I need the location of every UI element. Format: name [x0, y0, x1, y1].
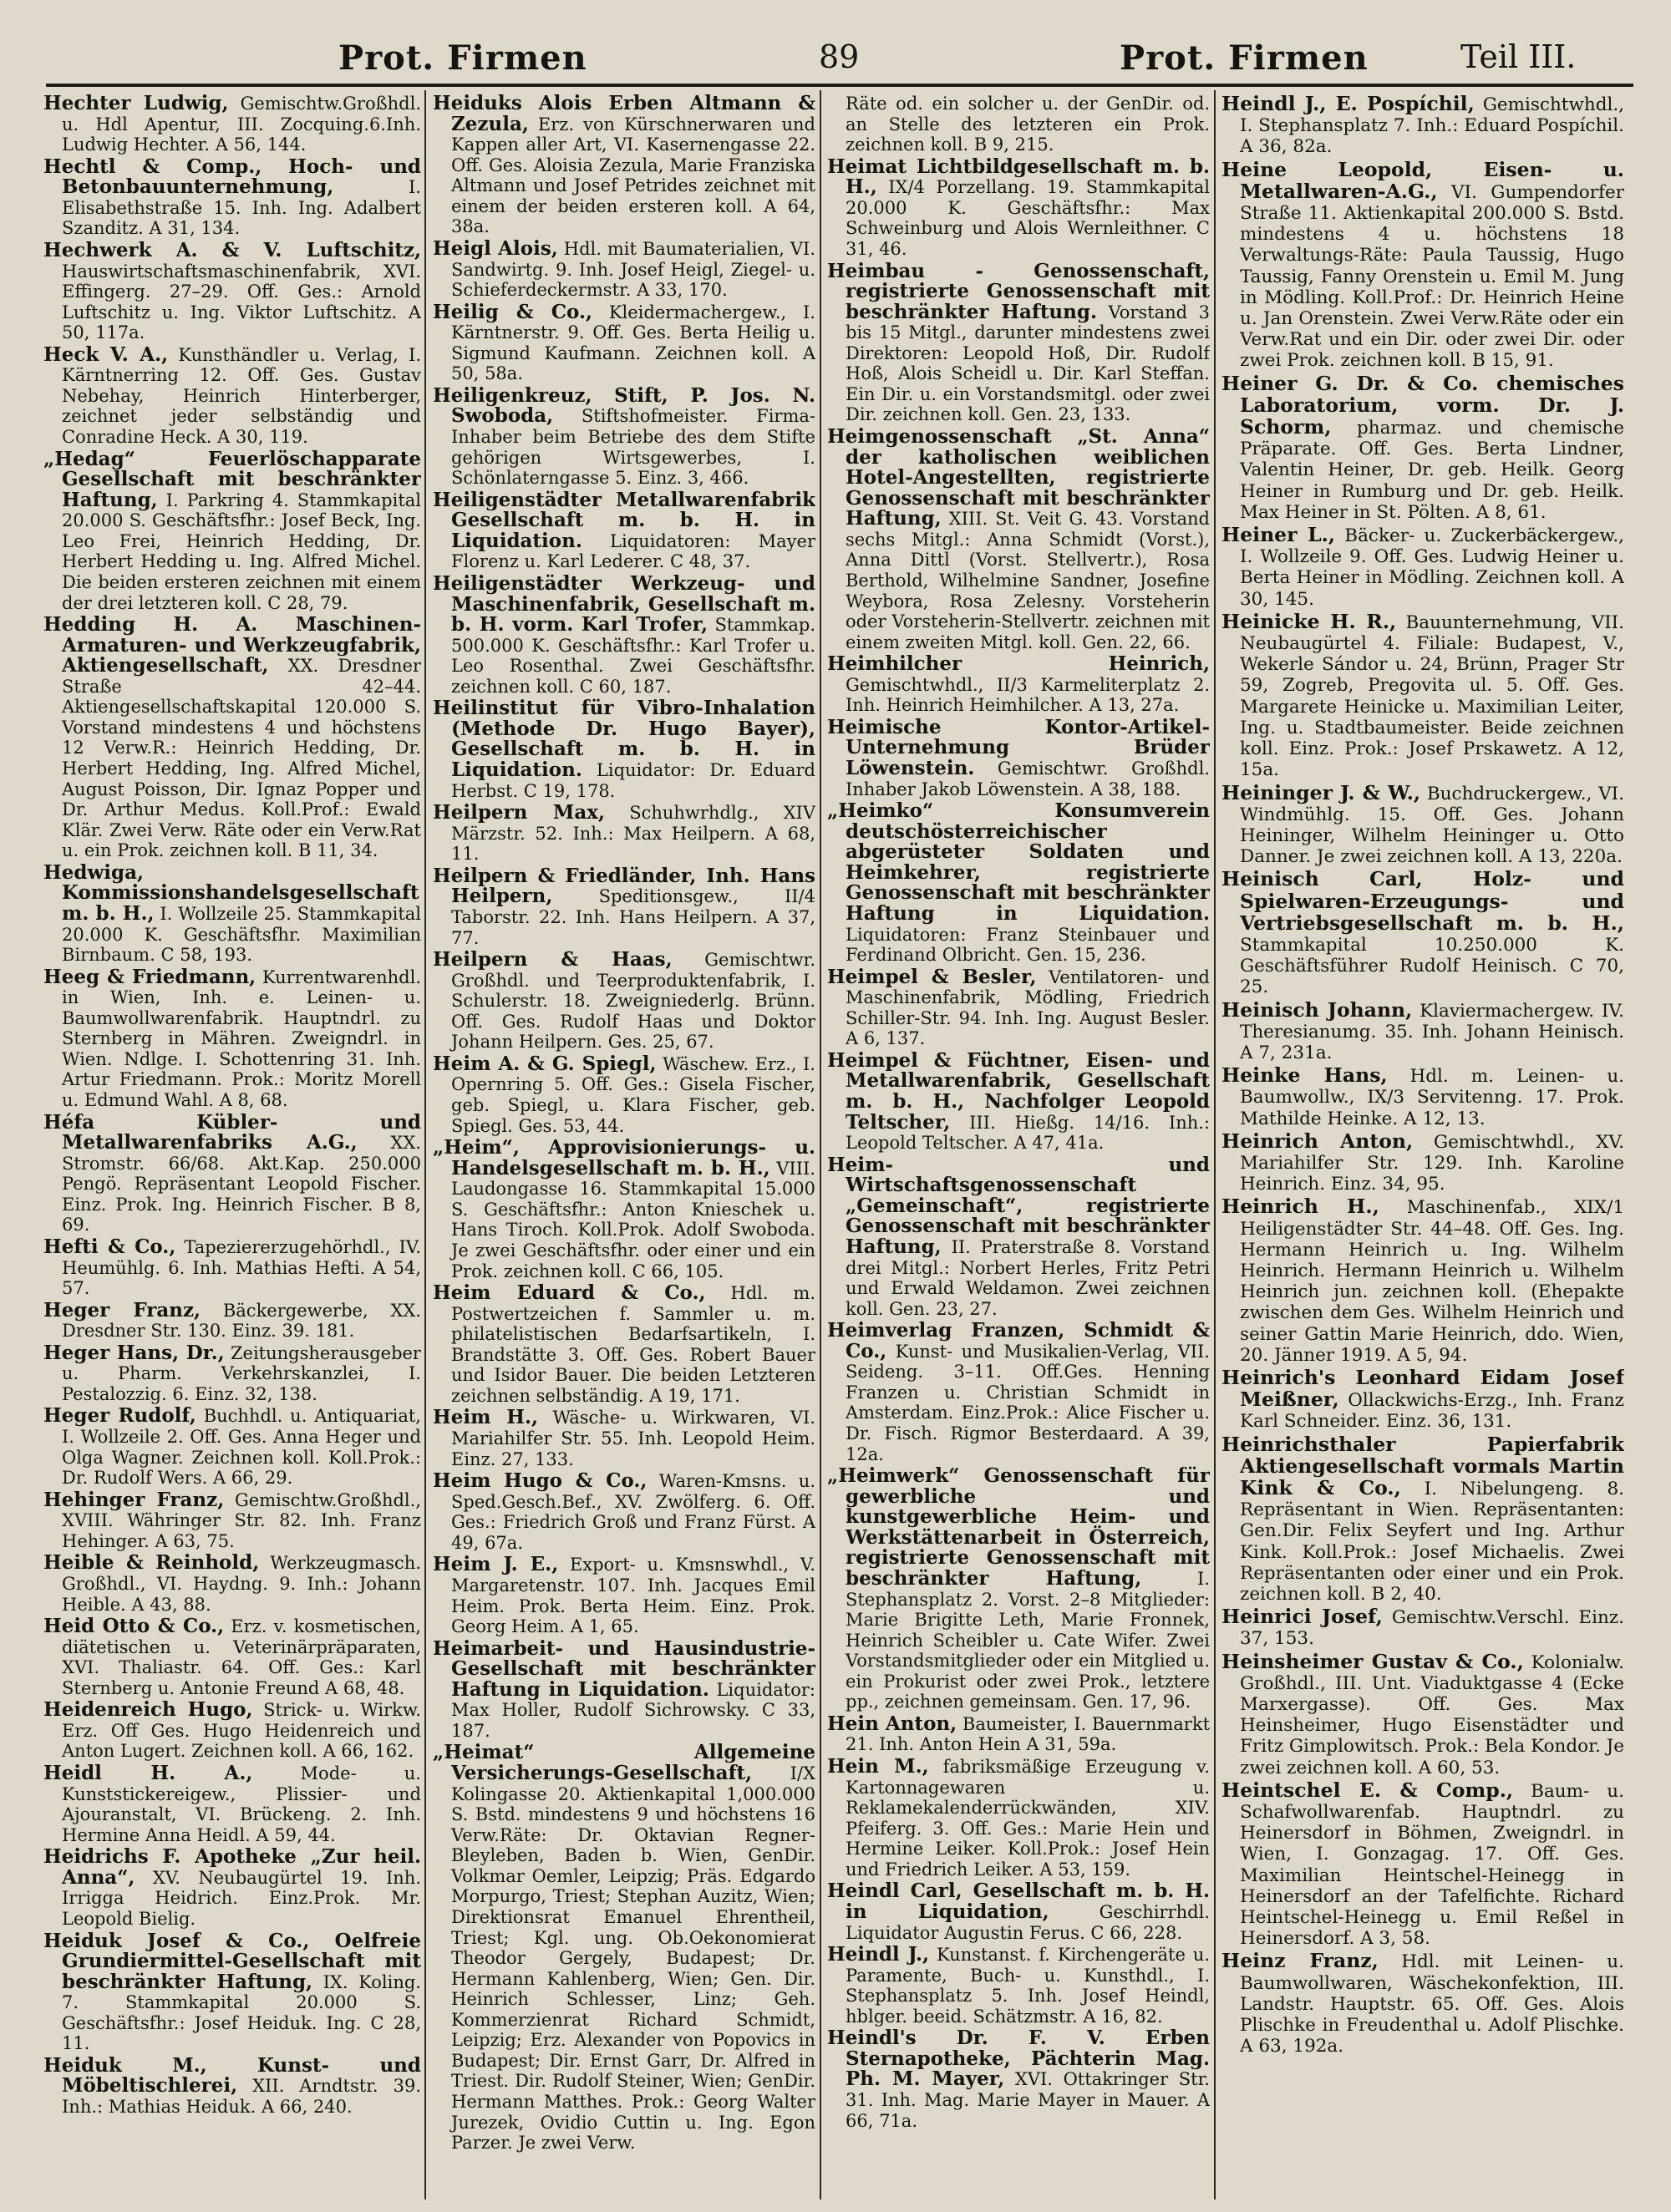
directory-entry: [43, 449, 421, 614]
firm-name: Heim H.,: [433, 1406, 538, 1429]
directory-entry: [43, 1763, 421, 1845]
firm-name: Heiduk Josef & Co., Oelfreie Grundiermittel-Gesellschaft mit beschränkter Haftung,: [43, 1929, 421, 1993]
firm-name: Hehinger Franz,: [43, 1488, 225, 1511]
directory-entry: [1222, 1131, 1624, 1195]
firm-name: Heinrichsthaler Papierfabrik Aktiengesellschaft vormals Martin Kink & Co.,: [1222, 1432, 1624, 1499]
directory-entry: [433, 1743, 815, 2153]
directory-entry: [827, 427, 1210, 652]
directory-entry: [1222, 869, 1624, 997]
firm-details: I. Parkring 4. Stammkapital 20.000 S. Geschäftsfhr.: Josef Beck, Ing. Leo Frei, Heinrich Hedding, Dr. Herbert Hedding u. Ing. Alfred Michel. Die beiden ersteren zeichnen mit einem der drei letzteren koll. C 28, 79.: [62, 490, 421, 613]
firm-details: Gemischtw.Verschl. Einz. 37, 153.: [1240, 1607, 1624, 1650]
firm-details: Ventilatoren- und Maschinenfabrik, Mödling, Friedrich Schiller-Str. 94. Inh. Ing. August Besler. A 6, 137.: [846, 966, 1210, 1049]
firm-name: Heiligenstädter Werkzeug- und Maschinenfabrik, Gesellschaft m. b. H. vorm. Karl Trofer,: [433, 571, 815, 637]
firm-details: fabriksmäßige Erzeugung v. Kartonnagewaren u. Reklamekalenderrückwänden, XIV. Pfeiferg. 3. Off. Ges.: Marie Hein und Hermine Leiker. Koll.Prok.: Josef Hein und Friedrich Leiker. A 53, 159.: [846, 1757, 1210, 1880]
directory-entry: [1222, 94, 1624, 158]
firm-name: Heilpern Max,: [433, 801, 605, 824]
directory-entry: [1222, 1196, 1624, 1366]
firm-details: Buchdruckergew., VI. Windmühlg. 15. Off. Ges. Johann Heininger, Wilhelm Heininger u. Otto Danner. Je zwei zeichnen koll. A 13, 220a.: [1240, 783, 1624, 868]
firm-name: Heinke Hans,: [1222, 1063, 1388, 1088]
directory-entry: [827, 261, 1210, 426]
running-head-right: Prot. Firmen: [1120, 38, 1369, 78]
firm-name: Heidrichs F. Apotheke „Zur heil. Anna“,: [43, 1845, 421, 1889]
firm-details: Liquidatoren: Mayer Florenz u. Karl Lederer. C 48, 37.: [451, 530, 815, 572]
firm-name: Heindl J.,: [827, 1943, 930, 1966]
firm-name: Heinrich's Leonhard Eidam Josef Meißner,: [1222, 1365, 1624, 1412]
directory-entry: [43, 94, 421, 155]
directory-entry: [1222, 1606, 1624, 1649]
directory-entry: [433, 1054, 815, 1136]
firm-name: Heindl's Dr. F. V. Erben Sternapotheke, Pächterin Mag. Ph. M. Mayer,: [827, 2027, 1210, 2091]
firm-details: I. Elisabethstraße 15. Inh. Ing. Adalbert Szanditz. A 31, 134.: [62, 177, 421, 239]
firm-details: I. Wollzeile 25. Stammkapital 20.000 K. Geschäftsfhr. Maximilian Birnbaum. C 58, 193.: [62, 903, 421, 966]
firm-name: Heilinstitut für Vibro-Inhalation (Methode Dr. Hugo Bayer), Gesellschaft m. b. H. in Liquidation.: [433, 697, 815, 781]
firm-name: Heiduks Alois Erben Altmann & Zezula,: [433, 94, 815, 135]
firm-details: Geschirrhdl. Liquidator Augustin Ferus. C 66, 228.: [846, 1901, 1210, 1943]
directory-entry: [1222, 1367, 1624, 1433]
firm-details: I. Nibelungeng. 8. Repräsentant in Wien. Repräsentanten: Gen.Dir. Felix Seyfert und Ing. Arthur Kink. Koll.Prok.: Josef Michaelis. Zwei Repräsentanten oder einer und ein Prok. zeichnen koll. B 2, 40.: [1240, 1479, 1624, 1606]
firm-details: VIII. Laudongasse 16. Stammkapital 15.000 S. Geschäftsfhr.: Anton Knieschek u. Hans Tiroch. Koll.Prok. Adolf Swoboda. Je zwei Geschäftsfhr. oder einer und ein Prok. zeichnen koll. C 66, 105.: [451, 1158, 815, 1281]
firm-details: Erz. von Kürschnerwaren und Kappen aller Art, VI. Kasernengasse 22. Off. Ges. Aloisia Zezula, Marie Franziska Altmann und Josef Petrides zeichnet mit einem der beiden ersteren koll. A 64, 38a.: [451, 114, 815, 237]
firm-name: Heimbau - Genossenschaft, registrierte Genossenschaft mit beschränkter Haftung.: [827, 259, 1210, 323]
firm-details: Stiftshofmeister. Firma-Inhaber beim Betriebe des dem Stifte gehörigen Wirtsgewerbes, I. Schönlaterngasse 5. Einz. 3, 466.: [451, 406, 815, 489]
firm-details: Kunsthändler u. Verlag, I. Kärntnerring 12. Off. Ges. Gustav Nebehay, Heinrich Hinterberger, zeichnet jeder selbständig und Conradine Heck. A 30, 119.: [62, 344, 421, 447]
firm-name: Heimhilcher Heinrich,: [827, 652, 1210, 676]
directory-entry: [1222, 611, 1624, 781]
firm-name: Heim Hugo & Co.,: [433, 1469, 648, 1493]
directory-entry: [433, 383, 815, 489]
column-1: [43, 94, 421, 2199]
firm-details: Erz. v. kosmetischen, diätetischen u. Veterinärpräparaten, XVI. Thaliastr. 64. Off. Ges.: Karl Sternberg u. Antonie Freund A 68, 48.: [62, 1616, 421, 1698]
directory-entry: [827, 715, 1210, 799]
directory-entry: [1222, 1065, 1624, 1129]
firm-details: XVI. Ottakringer Str. 31. Inh. Mag. Marie Mayer in Mauer. A 66, 71a.: [846, 2069, 1210, 2131]
directory-entry: [433, 1283, 815, 1406]
firm-details: Maschinenfab., XIX/1 Heiligenstädter Str. 44–48. Off. Ges. Ing. Hermann Heinrich u. Ing. Wilhelm Heinrich. Hermann Heinrich u. Wilhelm Heinrich jun. zeichnen koll. (Ehepakte zwischen dem Ges. Wilhelm Heinrich und seiner Gattin Marie Heinrich, ddo. Wien, 20. Jänner 1919. A 5, 94.: [1240, 1197, 1624, 1366]
firm-details: Gemischtwhdl., II/3 Karmeliterplatz 2. Inh. Heinrich Heimhilcher. A 13, 27a.: [846, 674, 1210, 716]
directory-entry: [433, 490, 815, 572]
firm-details: Zeitungsherausgeber u. Pharm. Verkehrskanzlei, I. Pestalozzig. 6. Einz. 32, 138.: [62, 1342, 421, 1404]
firm-details: Räte od. ein solcher u. der GenDir. od. an Stelle des letzteren ein Prok. zeichnen koll. B 9, 215.: [846, 94, 1210, 155]
directory-entry: [827, 967, 1210, 1049]
firm-name: Heiner G. Dr. & Co. chemisches Laboratorium, vorm. Dr. J. Schorm,: [1222, 371, 1624, 439]
firm-details: Baum- u. Schafwollwarenfab. Hauptndrl. zu Heinersdorf in Böhmen, Zweigndrl. in Wien, I. Gonzagag. 17. Off. Ges. Maximilian Heintschel-Heinegg in Heinersdorf an der Tafelfichte. Richard Heintschel-Heinegg u. Emil Reßel in Heinersdorf. A 3, 58.: [1240, 1780, 1624, 1950]
directory-entry: [433, 803, 815, 865]
directory-entry: [43, 615, 421, 861]
firm-details: XV. Neubaugürtel 19. Inh. Irrigga Heidrich. Einz.Prok. Mr. Leopold Bielig.: [62, 1867, 421, 1929]
directory-entry: [433, 1408, 815, 1469]
directory-entry: [43, 1616, 421, 1698]
firm-details: Speditionsgew., II/4 Taborstr. 22. Inh. Hans Heilpern. A 37, 77.: [451, 886, 815, 948]
firm-name: Heinrici Josef,: [1222, 1605, 1383, 1629]
firm-details: Schuhwrhdlg., XIV Märzstr. 52. Inh.: Max Heilpern. A 68, 11.: [451, 803, 815, 865]
firm-name: Heim J. E.,: [433, 1553, 559, 1576]
firm-name: Heck V. A.,: [43, 342, 169, 366]
directory-entry: [1222, 157, 1624, 372]
page-number: 89: [819, 38, 860, 75]
firm-details: XIII. St. Veit G. 43. Vorstand sechs Mitgl.: Anna Schmidt (Vorst.), Anna Dittl (Vorst. Stellvertr.), Rosa Berthold, Wilhelmine Sandner, Josefine Weybora, Rosa Zelesny. Vorsteherin oder Vorsteherin-Stellvertr. zeichnen mit einem zweiten Mitgl. koll. Gen. 22, 66.: [846, 509, 1210, 652]
directory-entry: [827, 801, 1210, 966]
firm-details: Liquidator: Max Holler, Rudolf Sichrowsky. C 33, 187.: [451, 1679, 815, 1741]
firm-name: Heimgenossenschaft „St. Anna“ der katholischen weiblichen Hotel-Angestellten, registrierte Genossenschaft mit beschränkter Haftung,: [827, 425, 1210, 530]
firm-name: Heimpel & Besler,: [827, 965, 1037, 988]
firm-details: Tapeziererzugehörhdl., IV. Heumühlg. 6. Inh. Mathias Hefti. A 54, 57.: [62, 1236, 421, 1299]
running-head-left: Prot. Firmen: [338, 38, 587, 78]
directory-entry: [43, 2053, 421, 2118]
firm-details: Hdl. m. Postwertzeichen f. Sammler u. m. philatelistischen Bedarfsartikeln, I. Brandstätte 3. Off. Ges. Robert Bauer und Isidor Bauer. Die beiden Letzteren zeichnen selbständig. A 19, 171.: [451, 1283, 815, 1406]
directory-entry: [43, 1237, 421, 1299]
column-3: [827, 94, 1210, 2199]
firm-details: Gemischtwr. Großhdl. und Teerproduktenfabrik, I. Schulerstr. 18. Zweigniederlg. Brünn. Off. Ges. Rudolf Haas und Doktor Johann Heilpern. Ges. 25, 67.: [451, 950, 815, 1053]
firm-details: I. Stephansplatz 2. Vorst. 2–8 Mitglieder: Marie Brigitte Leth, Marie Fronnek, Heinrich Scheibler u. Cate Wifer. Zwei Vorstandsmitglieder oder ein Mitglied u. ein Prokurist oder zwei Prok., letztere pp., zeichnen gemeinsam. Gen. 17, 96.: [846, 1568, 1210, 1712]
firm-details: Vorstand 3 bis 15 Mitgl., darunter mindestens zwei Direktoren: Leopold Hoß, Dir. Rudolf Hoß, Alois Scheidl u. Dir. Karl Steffan. Ein Dir. u. ein Vorstandsmitgl. oder zwei Dir. zeichnen koll. Gen. 23, 133.: [846, 302, 1210, 425]
directory-entry: [1222, 1651, 1624, 1778]
directory-entry: [433, 571, 815, 697]
firm-details: Hauswirtschaftsmaschinenfabrik, XVI. Effingerg. 27–29. Off. Ges.: Arnold Luftschitz u. Ing. Viktor Luftschitz. A 50, 117a.: [62, 261, 421, 343]
firm-details: Waren-Kmsns. u. Sped.Gesch.Bef., XV. Zwölferg. 6. Off. Ges.: Friedrich Groß und Franz Fürst. A 49, 67a.: [451, 1471, 815, 1553]
firm-name: Heim Eduard & Co.,: [433, 1281, 706, 1305]
firm-details: Bäckergewerbe, XX. Dresdner Str. 130. Einz. 39. 181.: [62, 1300, 421, 1342]
directory-entry: [1222, 525, 1624, 610]
firm-details: Liquidatoren: Franz Steinbauer und Ferdinand Olbricht. Gen. 15, 236.: [846, 924, 1210, 966]
firm-name: Heim A. & G. Spiegl,: [433, 1052, 657, 1075]
firm-details: XX. Stromstr. 66/68. Akt.Kap. 250.000 Pengö. Repräsentant Leopold Fischer. Einz. Prok. Ing. Heinrich Fischer. B 8, 69.: [62, 1133, 421, 1235]
page-header: [33, 33, 1633, 79]
firm-name: Heinrich Anton,: [1222, 1129, 1414, 1153]
firm-details: Wäsche- u. Wirkwaren, VI. Mariahilfer Str. 55. Inh. Leopold Heim. Einz. 27, 133.: [451, 1408, 815, 1469]
firm-details: Kleidermachergew., I. Kärntnerstr. 9. Off. Ges. Berta Heilig u. Sigmund Kaufmann. Zeichnen koll. A 50, 58a.: [451, 302, 815, 384]
firm-details: Kunst- und Musikalien-Verlag, VII. Seideng. 3–11. Off.Ges. Henning Franzen u. Christian Schmidt in Amsterdam. Einz.Prok.: Alice Fischer u. Dr. Fisch. Rigmor Besterdaard. A 39, 12a.: [846, 1341, 1210, 1464]
firm-details: Hdl. mit Leinen- u. Baumwollwaren, Wäschekonfektion, III. Landstr. Hauptstr. 65. Off. Ges. Alois Plischke in Freudenthal u. Adolf Plischke. A 63, 192a.: [1240, 1951, 1624, 2057]
directory-entry: [827, 1048, 1210, 1154]
firm-name: Heeg & Friedmann,: [43, 965, 256, 988]
firm-details: II. Praterstraße 8. Vorstand drei Mitgl.: Norbert Herles, Fritz Petri und Erwald Weldamon. Zwei zeichnen koll. Gen. 23, 27.: [846, 1236, 1210, 1319]
firm-name: Heinsheimer Gustav & Co.,: [1222, 1649, 1524, 1673]
directory-entry: [433, 1471, 815, 1553]
firm-details: IX/4 Porzellang. 19. Stammkapital 20.000 K. Geschäftsfhr.: Max Schweinburg und Alois Wernleithner. C 31, 46.: [846, 177, 1210, 259]
firm-details: Kurrentwarenhdl. in Wien, Inh. e. Leinen- u. Baumwollwarenfabrik. Hauptndrl. zu Sternberg in Mähren. Zweigndrl. in Wien. Ndlge. I. Schottenring 31. Inh. Artur Friedmann. Prok.: Moritz Morell u. Edmund Wahl. A 8, 68.: [62, 966, 421, 1110]
firm-name: Heiner L.,: [1222, 523, 1336, 547]
firm-name: Heidenreich Hugo,: [43, 1698, 253, 1722]
directory-entry: [1222, 997, 1624, 1064]
directory-entry: [43, 1490, 421, 1552]
directory-entry: [433, 698, 815, 801]
firm-name: Hechter Ludwig,: [43, 94, 229, 114]
firm-name: Heinz Franz,: [1222, 1949, 1379, 1973]
directory-entry: [827, 1881, 1210, 1943]
firm-details: Stammkapital 10.250.000 K. Geschäftsführer Rudolf Heinisch. C 70, 25.: [1240, 934, 1624, 998]
column-divider: [820, 90, 821, 2199]
directory-entry: [1222, 780, 1624, 868]
firm-details: pharmaz. und chemische Präparate. Off. Ges. Berta Lindner, Valentin Heiner, Dr. geb. Heilk. Georg Heiner in Rumburg und Dr. geb. Heilk. Max Heiner in St. Pölten. A 8, 61.: [1240, 418, 1624, 523]
directory-entry: [433, 1138, 815, 1281]
directory-entry: [827, 94, 1210, 155]
directory-entry: [827, 157, 1210, 260]
directory-entry: [43, 967, 421, 1111]
firm-details: Mode- u. Kunststickereigew., Plissier- und Ajouranstalt, VI. Brückeng. 2. Inh. Hermine Anna Heidl. A 59, 44.: [62, 1763, 421, 1845]
firm-details: XX. Dresdner Straße 42–44. Aktiengesellschaftskapital 120.000 S. Vorstand mindestens 4 und höchstens 12 Verw.R.: Heinrich Hedding, Dr. Herbert Hedding, Ing. Alfred Michel, August Poisson, Dir. Ignaz Popper und Dr. Arthur Medus. Koll.Prof.: Ewald Klär. Zwei Verw. Räte oder ein Verw.Rat u. ein Prok. zeichnen koll. B 11, 34.: [62, 656, 421, 861]
directory-entry: [433, 866, 815, 948]
directory-entry: [827, 1155, 1210, 1320]
column-divider: [1214, 90, 1216, 2199]
header-rule: [46, 84, 1633, 87]
firm-name: Heilig & Co.,: [433, 300, 592, 323]
directory-entry: [1222, 1434, 1624, 1606]
firm-details: Gemischtw.Großhdl. u. Hdl Apentur, III. Zocquing.6.Inh. Ludwig Hechter. A 56, 144.: [62, 94, 421, 155]
directory-entry: [1222, 1951, 1624, 2057]
firm-details: Gemischtwr. Großhdl. Inhaber Jakob Löwenstein. A 38, 188.: [846, 758, 1210, 799]
firm-details: Strick- u. Wirkw. Erz. Off Ges. Hugo Heidenreich und Anton Lugert. Zeichnen koll. A 66, 162.: [62, 1700, 421, 1762]
column-divider: [424, 90, 426, 2199]
firm-name: Heilpern & Haas,: [433, 948, 673, 972]
firm-name: Heiduk M., Kunst- und Möbeltischlerei,: [43, 2053, 421, 2098]
firm-details: Gemischtwhdl., I. Stephansplatz 7. Inh.: Eduard Pospíchil. A 36, 82a.: [1240, 94, 1624, 158]
firm-details: Liquidator: Dr. Eduard Herbst. C 19, 178.: [451, 760, 815, 801]
firm-details: Klaviermachergew. IV. Theresianumg. 35. Inh. Johann Heinisch. A 7, 231a.: [1240, 1000, 1624, 1063]
firm-name: Heible & Reinhold,: [43, 1551, 260, 1575]
directory-entry: [43, 1700, 421, 1762]
firm-details: Baumeister, I. Bauernmarkt 21. Inh. Anton Hein A 31, 59a.: [846, 1713, 1210, 1755]
firm-details: Kolonialw. Großhdl., III. Unt. Viaduktgasse 4 (Ecke Marxergasse). Off. Ges. Max Heinsheimer, Hugo Eisenstädter und Fritz Gimplowitsch. Prok.: Bela Kondor. Je zwei zeichnen koll. A 60, 53.: [1240, 1651, 1624, 1778]
directory-entry: [43, 1343, 421, 1405]
directory-entry: [1222, 1780, 1624, 1950]
directory-entry: [43, 157, 421, 239]
directory-entry: [827, 1321, 1210, 1464]
directory-entry: [827, 1714, 1210, 1755]
firm-name: Heintschel E. & Comp.,: [1222, 1778, 1514, 1802]
firm-name: Heiligenkreuz, Stift, P. Jos. N. Swoboda,: [433, 383, 815, 428]
directory-entry: [433, 94, 815, 237]
directory-entry: [827, 2028, 1210, 2131]
firm-name: Heim- und Wirtschaftsgenossenschaft „Gemeinschaft“, registrierte Genossenschaft mit beschränkter Haftung,: [827, 1153, 1210, 1258]
firm-details: Export- u. Kmsnswhdl., V. Margaretenstr. 107. Inh. Jacques Emil Heim. Prok. Berta Heim. Einz. Prok. Georg Heim. A 1, 65.: [451, 1555, 815, 1637]
firm-details: VI. Gumpendorfer Straße 11. Aktienkapital 200.000 S. Bstd. mindestens 4 u. höchstens 18 Verwaltungs-Räte: Paula Taussig, Hugo Taussig, Fanny Orenstein u. Emil M. Jung in Mödling. Koll.Prof.: Dr. Heinrich Heine u. Jan Orenstein. Zwei Verw.Räte oder ein Verw.Rat und ein Dir. oder zwei Dir. oder zwei Prok. zeichnen koll. B 15, 91.: [1240, 181, 1624, 372]
firm-name: „Heim“, Approvisionierungs- u. Handelsgesellschaft m. b. H.,: [433, 1136, 815, 1180]
firm-details: Bauunternehmung, VII. Neubaugürtel 4. Filiale: Budapest, V., Wekerle Sándor u. 24, Brünn, Prager Str 59, Zogreb, Pregovita ul. 5. Off. Ges. Margarete Heinicke u. Maximilian Leiter, Ing. u. Stadtbaumeister. Beide zeichnen koll. Einz. Prok.: Josef Prskawetz. A 12, 15a.: [1240, 611, 1624, 781]
column-4: [1222, 94, 1624, 2199]
directory-entry: [433, 302, 815, 384]
directory-entry: [433, 1555, 815, 1636]
firm-name: Hefti & Co.,: [43, 1235, 176, 1258]
firm-details: Stammkap. 500.000 K. Geschäftsfhr.: Karl Trofer u. Leo Rosenthal. Zwei Geschäftsfhr. zeichnen koll. C 60, 187.: [451, 615, 815, 697]
firm-name: Heigl Alois,: [433, 236, 558, 260]
firm-name: Heinisch Carl, Holz- und Spielwaren-Erzeugungs- und Vertriebsgesellschaft m. b. H.,: [1222, 867, 1624, 935]
firm-name: Heiligenstädter Metallwarenfabrik Gesellschaft m. b. H. in Liquidation.: [433, 488, 815, 552]
directory-entry: [433, 236, 815, 301]
firm-details: Gemischtwhdl., XV. Mariahilfer Str. 129. Inh. Karoline Heinrich. Einz. 34, 95.: [1240, 1131, 1624, 1195]
firm-name: Heilpern & Friedländer, Inh. Hans Heilpern,: [433, 864, 815, 908]
firm-name: Héfa Kübler- und Metallwarenfabriks A.G.,: [43, 1110, 421, 1154]
directory-entry: [43, 1847, 421, 1929]
firm-name: Heimische Kontor-Artikel-Unternehmung Brüder Löwenstein.: [827, 715, 1210, 779]
firm-name: Heinicke H. R.,: [1222, 609, 1397, 633]
firm-name: Hein Anton,: [827, 1712, 957, 1735]
firm-name: Heinisch Johann,: [1222, 997, 1413, 1022]
firm-details: Hdl. m. Leinen- u. Baumwollw., IX/3 Servitenng. 17. Prok. Mathilde Heinke. A 12, 13.: [1240, 1066, 1624, 1129]
firm-name: Heimpel & Füchtner, Eisen- und Metallwarenfabrik, Gesellschaft m. b. H., Nachfolger Leopold Teltscher,: [827, 1048, 1210, 1134]
firm-name: Heimverlag Franzen, Schmidt & Co.,: [827, 1319, 1210, 1362]
firm-name: Heinrich H.,: [1222, 1195, 1379, 1219]
directory-entry: [43, 1931, 421, 2054]
directory-entry: [1222, 373, 1624, 523]
directory-entry: [827, 1945, 1210, 2027]
firm-name: Heindl J., E. Pospíchil,: [1222, 94, 1475, 115]
firm-details: Ollackwichs-Erzg., Inh. Franz Karl Schneider. Einz. 36, 131.: [1240, 1390, 1624, 1433]
directory-entry: [43, 860, 421, 966]
firm-name: Heindl Carl, Gesellschaft m. b. H. in Liquidation,: [827, 1880, 1210, 1923]
directory-entry: [827, 1757, 1210, 1880]
volume-part: Teil III.: [1460, 38, 1577, 75]
firm-name: Heine Leopold, Eisen- u. Metallwaren-A.G.,: [1222, 157, 1624, 203]
directory-entry: [43, 1110, 421, 1235]
firm-name: „Hedag“ Feuerlöschapparate Gesellschaft mit beschränkter Haftung,: [43, 447, 421, 511]
firm-name: Hedding H. A. Maschinen- Armaturen- und Werkzeugfabrik, Aktiengesellschaft,: [43, 613, 421, 677]
firm-name: Heininger J. & W.,: [1222, 780, 1421, 804]
firm-name: Heger Hans, Dr.,: [43, 1341, 225, 1364]
firm-name: Heger Franz,: [43, 1298, 201, 1322]
firm-name: Heimat Lichtbildgesellschaft m. b. H.,: [827, 155, 1210, 199]
firm-name: Hechtl & Comp., Hoch- und Betonbauunternehmung,: [43, 155, 421, 199]
firm-details: Kunstanst. f. Kirchengeräte u. Paramente, Buch- u. Kunsthdl., I. Stephansplatz 5. Inh. Josef Heindl, hblger. beeid. Schätzmstr. A 16, 82.: [846, 1945, 1210, 2027]
directory-entry: [827, 654, 1210, 716]
firm-details: XII. Arndtstr. 39. Inh.: Mathias Heiduk. A 66, 240.: [62, 2076, 421, 2117]
column-2: [433, 94, 815, 2199]
firm-name: „Heimwerk“ Genossenschaft für gewerbliche und kunstgewerbliche Heim- und Werkstättenarbeit in Österreich, registrierte Genossenschaft mit beschränkter Haftung,: [827, 1464, 1210, 1590]
firm-name: Heger Rudolf,: [43, 1404, 196, 1428]
directory-entry: [827, 1466, 1210, 1712]
firm-details: I/X Kolingasse 20. Aktienkapital 1,000.000 S. Bstd. mindestens 9 und höchstens 16 Verw.Räte: Dr. Oktavian Regner-Bleyleben, Baden b. Wien, GenDir. Volkmar Oemler, Leipzig; Präs. Edgardo Morpurgo, Triest; Stephan Auzitz, Wien; Direktionsrat Emanuel Ehrentheil, Triest; Kgl. ung. Ob.Oekonomierat Theodor Gergely, Budapest; Dr. Hermann Kahlenberg, Wien; Gen. Dir. Heinrich Schlesser, Linz; Geh. Kommerzienrat Richard Schmidt, Leipzig; Erz. Alexander von Popovics in Budapest; Dir. Ernst Garr, Dr. Alfred in Triest. Dir. Rudolf Steiner, Wien; GenDir. Hermann Matthes. Prok.: Georg Walter Jurezek, Ovidio Cuttin u. Ing. Egon Parzer. Je zwei Verw.: [451, 1763, 815, 2154]
firm-name: Heimarbeit- und Hausindustrie-Gesellschaft mit beschränkter Haftung in Liquidation.: [433, 1636, 815, 1701]
firm-details: Bäcker- u. Zuckerbäckergew., I. Wollzeile 9. Off. Ges. Ludwig Heiner u. Berta Heiner in Mödling. Zeichnen koll. A 30, 145.: [1240, 525, 1624, 610]
firm-details: Gemischtw.Großhdl., XVIII. Währinger Str. 82. Inh. Franz Hehinger. A 63, 75.: [62, 1489, 421, 1551]
firm-details: Werkzeugmasch. Großhdl., VI. Haydng. 9. Inh.: Johann Heible. A 43, 88.: [62, 1553, 421, 1615]
firm-name: „Heimko“ Konsumverein deutschösterreichischer abgerüsteter Soldaten und Heimkehrer, registrierte Genossenschaft mit beschränkter Haftung in Liquidation.: [827, 799, 1210, 925]
firm-details: IX. Koling. 7. Stammkapital 20.000 S. Geschäftsfhr.: Josef Heiduk. Ing. C 28, 11.: [62, 1971, 421, 2054]
firm-details: III. Hießg. 14/16. Inh.: Leopold Teltscher. A 47, 41a.: [846, 1112, 1210, 1154]
directory-entry: [43, 1553, 421, 1615]
firm-name: Hechwerk A. & V. Luftschitz,: [43, 238, 421, 261]
directory-entry: [433, 950, 815, 1053]
firm-name: Hedwiga, Kommissionshandelsgesellschaft m. b. H.,: [43, 860, 419, 925]
firm-name: Hein M.,: [827, 1755, 929, 1778]
firm-details: Buchhdl. u. Antiquariat, I. Wollzeile 2. Off. Ges. Anna Heger und Olga Wagner. Zeichnen koll. Koll.Prok.: Dr. Rudolf Wers. A 66, 29.: [62, 1406, 421, 1489]
directory-entry: [43, 1298, 421, 1342]
firm-name: „Heimat“ Allgemeine Versicherungs-Gesellschaft,: [433, 1741, 815, 1784]
directory-entry: [43, 342, 421, 448]
firm-details: Wäschew. Erz., I. Opernring 5. Off. Ges.: Gisela Fischer, geb. Spiegl, u. Klara Fischer, geb. Spiegl. Ges. 53, 44.: [451, 1053, 815, 1136]
firm-name: Heidl H. A.,: [43, 1762, 253, 1784]
directory-entry: [43, 1406, 421, 1488]
directory-entry: [433, 1636, 815, 1742]
firm-details: Hdl. mit Baumaterialien, VI. Sandwirtg. 9. Inh. Josef Heigl, Ziegel- u. Schieferdeckermstr. A 33, 170.: [451, 238, 815, 301]
firm-name: Heid Otto & Co.,: [43, 1615, 225, 1638]
directory-entry: [43, 238, 421, 343]
